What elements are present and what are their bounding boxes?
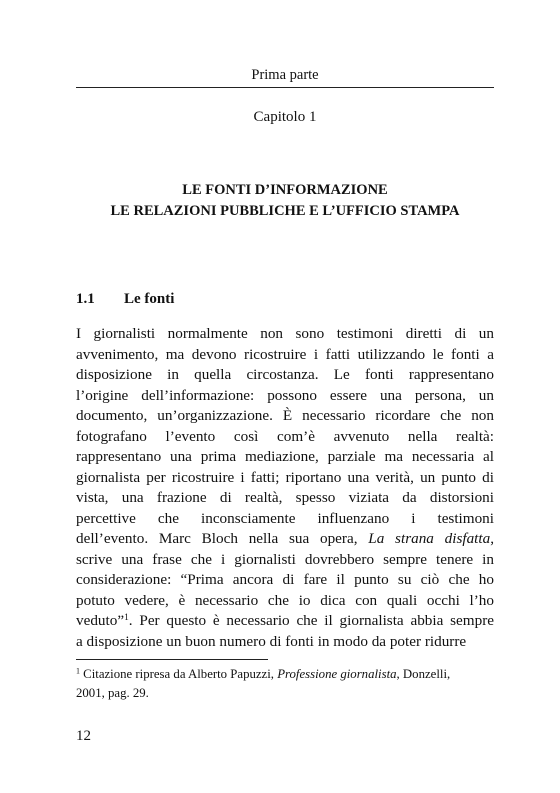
section-number: 1.1 (76, 291, 95, 307)
footnote-text: , Donzelli, (396, 667, 451, 681)
section-title: Le fonti (124, 291, 175, 307)
body-line-text: veduto” (76, 612, 125, 629)
body-line-punct: , (490, 530, 494, 547)
book-title-italic: La strana disfatta (368, 530, 491, 547)
footnote-reference[interactable]: 1 (124, 612, 129, 623)
chapter-title (76, 180, 494, 222)
chapter-title-line-2: LE RELAZIONI PUBBLICHE E L’UFFICIO STAMPA (110, 203, 460, 219)
footnote-line-2: 2001, pag. 29. (76, 686, 149, 700)
body-line: I giornalisti normalmente non sono testimoni diretti di un (76, 325, 494, 342)
footnote-text: Citazione ripresa da Alberto Papuzzi, (79, 667, 278, 681)
body-line-text: dell’evento. Marc Bloch nella sua opera, (76, 530, 358, 547)
body-line: documento, un’organizzazione. È necessario ricordare che non (76, 407, 494, 424)
footnote-rule (76, 659, 268, 660)
body-line: avvenimento, ma devono ricostruire i fatti utilizzando le fonti a (76, 345, 494, 363)
body-line (76, 611, 494, 632)
body-line: l’origine dell’informazione: possono essere una persona, un (76, 386, 494, 404)
body-line: rappresentano una prima mediazione, parziale ma necessaria al (76, 448, 494, 465)
body-line: scrive una frase che i giornalisti dovrebbero sempre tenere in (76, 550, 494, 568)
header-rule (76, 87, 494, 88)
body-line: percettive che inconsciamente influenzano i testimoni (76, 509, 494, 527)
footnote-line-1 (76, 665, 494, 684)
chapter-label: Capitolo 1 (253, 109, 317, 125)
body-line: fotografano l’evento così com’è avvenuto nella realtà: (76, 427, 494, 445)
body-line: a disposizione un buon numero di fonti in modo da poter ridurre (76, 632, 467, 650)
body-text (76, 324, 494, 652)
body-line: vista, una frazione di realtà, spesso viziata da distorsioni (76, 489, 494, 506)
body-line: potuto vedere, è necessario che io dica con quali occhi l’ho (76, 591, 494, 609)
footnote-marker: 1 (76, 666, 80, 676)
body-line: considerazione: “Prima ancora di fare il punto su ciò che ho (76, 571, 494, 588)
body-line-text: . Per questo è necessario che il giornalista abbia sempre (128, 612, 494, 629)
page-number: 12 (76, 728, 91, 744)
section-heading (76, 290, 174, 308)
chapter-title-line-1: LE FONTI D’INFORMAZIONE (182, 182, 388, 198)
footnote (76, 665, 494, 703)
body-line (76, 529, 494, 550)
body-line: disposizione in quella circostanza. Le fonti rappresentano (76, 366, 494, 383)
body-line: giornalista per ricostruire i fatti; riportano una verità, un punto di (76, 468, 494, 486)
running-header: Prima parte (251, 67, 319, 83)
footnote-book-title: Professione giornalista (277, 667, 397, 681)
